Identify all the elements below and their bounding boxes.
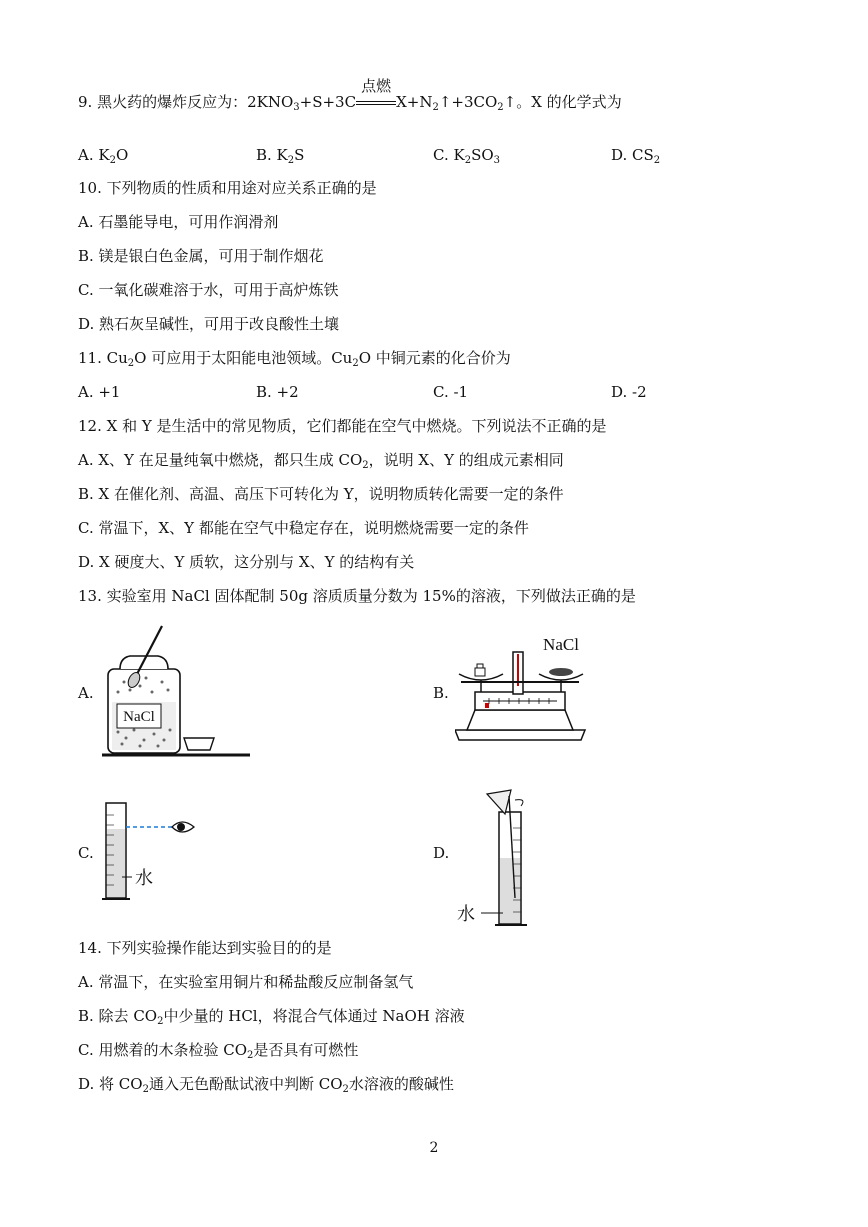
figure-b-balance [455, 630, 595, 750]
figure-d-water-label: 水 [457, 904, 475, 924]
q14-option-d: D. 将 $CO_2$通入无色酚酞试液中判断 $CO_2$水溶液的酸碱性 [78, 1075, 454, 1095]
q9-stem-text: ↑+3CO [438, 93, 498, 111]
q10-option-d: D. 熟石灰呈碱性，可用于改良酸性土壤 [78, 315, 340, 333]
q9-option-a: A. $K_2O$ [78, 146, 129, 166]
q9-stem-text: ↑。X 的化学式为 [503, 93, 622, 111]
q13-stem: 13. 实验室用 NaCl 固体配制 50g 溶质质量分数为 15%的溶液，下列做法正确的是 [78, 587, 636, 605]
q12-option-b: B. X 在催化剂、高温、高压下可转化为 Y，说明物质转化需要一定的条件 [78, 485, 564, 503]
q10-option-b: B. 镁是银白色金属，可用于制作烟花 [78, 247, 324, 265]
figure-c-water-label: 水 [135, 868, 153, 888]
q9-option-d: D. $CS_2$ [611, 146, 661, 166]
q9-stem-text: X+N [396, 93, 433, 111]
reaction-condition [356, 77, 396, 112]
q12-option-d: D. X 硬度大、Y 质软，这分别与 X、Y 的结构有关 [78, 553, 415, 571]
q11-option-c: C. -1 [433, 383, 469, 401]
q12-option-a: A. X、Y 在足量纯氧中燃烧，都只生成 $CO_2$，说明 X、Y 的组成元素相同 [78, 451, 564, 471]
q13-label-c: C. [78, 844, 94, 862]
q9-stem-text: +S+3C [299, 93, 357, 111]
figure-a-reagent-bottle [100, 620, 260, 762]
q10-option-a: A. 石墨能导电，可用作润滑剂 [78, 213, 279, 231]
q10-option-c: C. 一氧化碳难溶于水，可用于高炉炼铁 [78, 281, 339, 299]
page-number: 2 [429, 1140, 439, 1156]
q12-option-c: C. 常温下，X、Y 都能在空气中稳定存在，说明燃烧需要一定的条件 [78, 519, 529, 537]
q9-sub: 3 [293, 102, 300, 113]
q9-sub: 2 [432, 102, 439, 113]
q13-label-a: A. [78, 684, 94, 702]
figure-a-label: NaCl [123, 709, 155, 725]
q14-option-c: C. 用燃着的木条检验 $CO_2$是否具有可燃性 [78, 1041, 359, 1061]
figure-c-cylinder-reading [100, 795, 210, 905]
q9-option-b: B. $K_2S$ [256, 146, 305, 166]
figure-d-cylinder-pouring [455, 788, 555, 928]
q11-option-d: D. -2 [611, 383, 647, 401]
q11-option-b: B. +2 [256, 383, 299, 401]
q14-option-b: B. 除去 $CO_2$中少量的 HCl，将混合气体通过 NaOH 溶液 [78, 1007, 465, 1027]
q11-stem: 11. $Cu_2O$ 可应用于太阳能电池领域。$Cu_2O$ 中铜元素的化合价为 [78, 349, 511, 369]
q11-option-a: A. +1 [78, 383, 121, 401]
q12-stem: 12. X 和 Y 是生活中的常见物质，它们都能在空气中燃烧。下列说法不正确的是 [78, 417, 607, 435]
q9-stem [78, 77, 622, 118]
q13-label-b: B. [433, 684, 449, 702]
q9-stem-text: 9. 黑火药的爆炸反应为：2KNO [78, 93, 294, 111]
q9-sub: 2 [497, 102, 504, 113]
q14-stem: 14. 下列实验操作能达到实验目的的是 [78, 939, 332, 957]
q10-stem: 10. 下列物质的性质和用途对应关系正确的是 [78, 179, 377, 197]
reaction-condition-label: 点燃 [361, 77, 392, 95]
figure-b-label: NaCl [543, 635, 579, 654]
q13-label-d: D. [433, 844, 450, 862]
q14-option-a: A. 常温下，在实验室用铜片和稀盐酸反应制备氢气 [78, 973, 414, 991]
q9-option-c: C. $K_2SO_3$ [433, 146, 501, 166]
